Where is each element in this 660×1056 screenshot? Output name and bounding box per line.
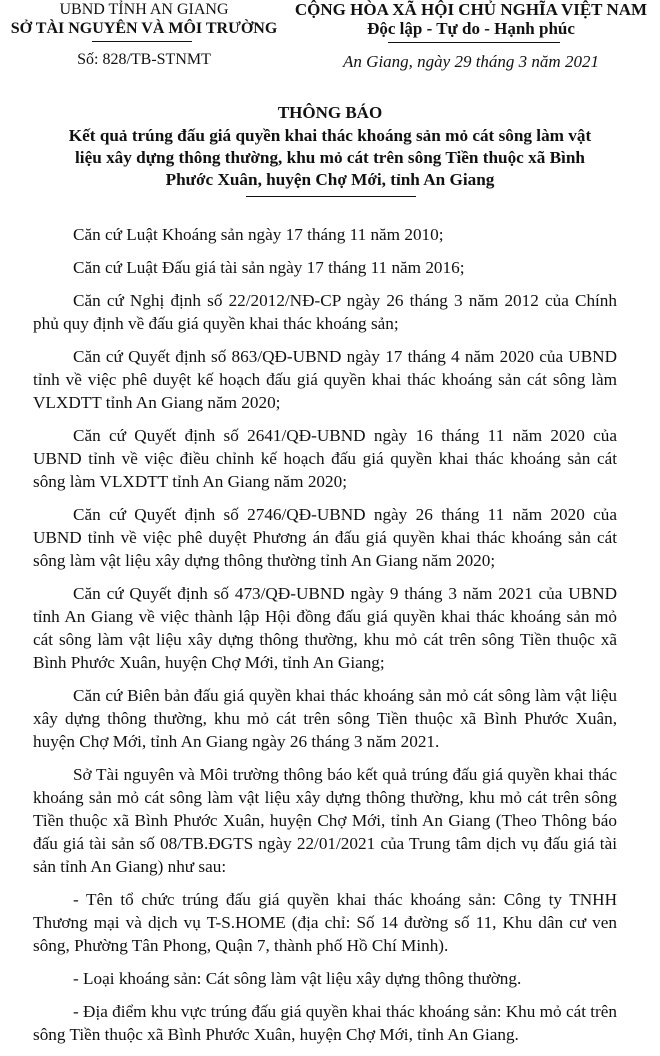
paragraph-legal-basis-5: Căn cứ Quyết định số 2641/QĐ-UBND ngày 16 tháng 11 năm 2020 của UBND tỉnh về việc điều chỉnh kế hoạch đấu giá quyền khai thác khoáng sản cát sông làm VLXDTT tỉnh An Giang năm 2020; bbox=[33, 426, 617, 491]
paragraph-announcement: Sở Tài nguyên và Môi trường thông báo kết quả trúng đấu giá quyền khai thác khoáng sản mỏ cát sông làm vật liệu xây dựng thông thường, khu mỏ cát trên sông Tiền thuộc xã Bình Phước Xuân, huyện Chợ Mới, tỉnh An Giang (Theo Thông báo đấu giá tài sản số 08/TB.ĐGTS ngày 22/01/2021 của Trung tâm dịch vụ đấu giá tài sản tỉnh An Giang) như sau: bbox=[33, 765, 617, 876]
national-motto: Độc lập - Tự do - Hạnh phúc bbox=[367, 19, 575, 38]
document-body bbox=[33, 223, 617, 1056]
issuing-agency: SỞ TÀI NGUYÊN VÀ MÔI TRƯỜNG bbox=[10, 20, 278, 37]
country-name: CỘNG HÒA XÃ HỘI CHỦ NGHĨA VIỆT NAM bbox=[294, 0, 648, 19]
paragraph-legal-basis-7: Căn cứ Quyết định số 473/QĐ-UBND ngày 9 tháng 3 năm 2021 của UBND tỉnh An Giang về việc thành lập Hội đồng đấu giá quyền khai thác khoáng sản mỏ cát sông làm vật liệu xây dựng thông thường, khu mỏ cát trên sông Tiền thuộc xã Bình Phước Xuân, huyện Chợ Mới, tỉnh An Giang; bbox=[33, 584, 617, 672]
agency-underline bbox=[92, 41, 192, 42]
paragraph-legal-basis-6: Căn cứ Quyết định số 2746/QĐ-UBND ngày 26 tháng 11 năm 2020 của UBND tỉnh về việc phê duyệt Phương án đấu giá quyền khai thác khoáng sản cát sông làm vật liệu xây dựng thông thường tỉnh An Giang năm 2020; bbox=[33, 505, 617, 570]
issuing-agency-block bbox=[6, 0, 282, 38]
parent-agency: UBND TỈNH AN GIANG bbox=[59, 1, 229, 18]
document-number: Số: 828/TB-STNMT bbox=[77, 51, 211, 68]
paragraph-legal-basis-4: Căn cứ Quyết định số 863/QĐ-UBND ngày 17 tháng 4 năm 2020 của UBND tỉnh về việc phê duyệt kế hoạch đấu giá quyền khai thác khoáng sản cát sông làm VLXDTT tỉnh An Giang năm 2020; bbox=[33, 347, 617, 412]
document-date: An Giang, ngày 29 tháng 3 năm 2021 bbox=[343, 52, 599, 71]
paragraph-mineral-type: - Loại khoáng sản: Cát sông làm vật liệu xây dựng thông thường. bbox=[73, 969, 522, 988]
paragraph-location: - Địa điểm khu vực trúng đấu giá quyền khai thác khoáng sản: Khu mỏ cát trên sông Tiền thuộc xã Bình Phước Xuân, huyện Chợ Mới, tỉnh An Giang. bbox=[33, 1002, 617, 1044]
paragraph-winner: - Tên tổ chức trúng đấu giá quyền khai thác khoáng sản: Công ty TNHH Thương mại và dịch vụ T-S.HOME (địa chỉ: Số 14 đường số 11, Khu dân cư ven sông, Phường Tân Phong, Quận 7, thành phố Hồ Chí Minh). bbox=[33, 890, 617, 955]
paragraph-legal-basis-1: Căn cứ Luật Khoáng sản ngày 17 tháng 11 năm 2010; bbox=[73, 225, 444, 244]
paragraph-legal-basis-2: Căn cứ Luật Đấu giá tài sản ngày 17 tháng 11 năm 2016; bbox=[73, 258, 465, 277]
document-title: THÔNG BÁO bbox=[277, 103, 383, 122]
document-subtitle: Kết quả trúng đấu giá quyền khai thác khoáng sản mỏ cát sông làm vật liệu xây dựng thông thường, khu mỏ cát trên sông Tiền thuộc xã Bình Phước Xuân, huyện Chợ Mới, tỉnh An Giang bbox=[68, 126, 592, 189]
paragraph-legal-basis-3: Căn cứ Nghị định số 22/2012/NĐ-CP ngày 26 tháng 3 năm 2012 của Chính phủ quy định về đấu giá quyền khai thác khoáng sản; bbox=[33, 291, 617, 333]
national-title-block bbox=[282, 0, 660, 38]
paragraph-legal-basis-8: Căn cứ Biên bản đấu giá quyền khai thác khoáng sản mỏ cát sông làm vật liệu xây dựng thông thường, khu mỏ cát trên sông Tiền thuộc xã Bình Phước Xuân, huyện Chợ Mới, tỉnh An Giang ngày 26 tháng 3 năm 2021. bbox=[33, 686, 617, 751]
motto-underline bbox=[388, 42, 560, 43]
title-underline bbox=[246, 196, 416, 197]
